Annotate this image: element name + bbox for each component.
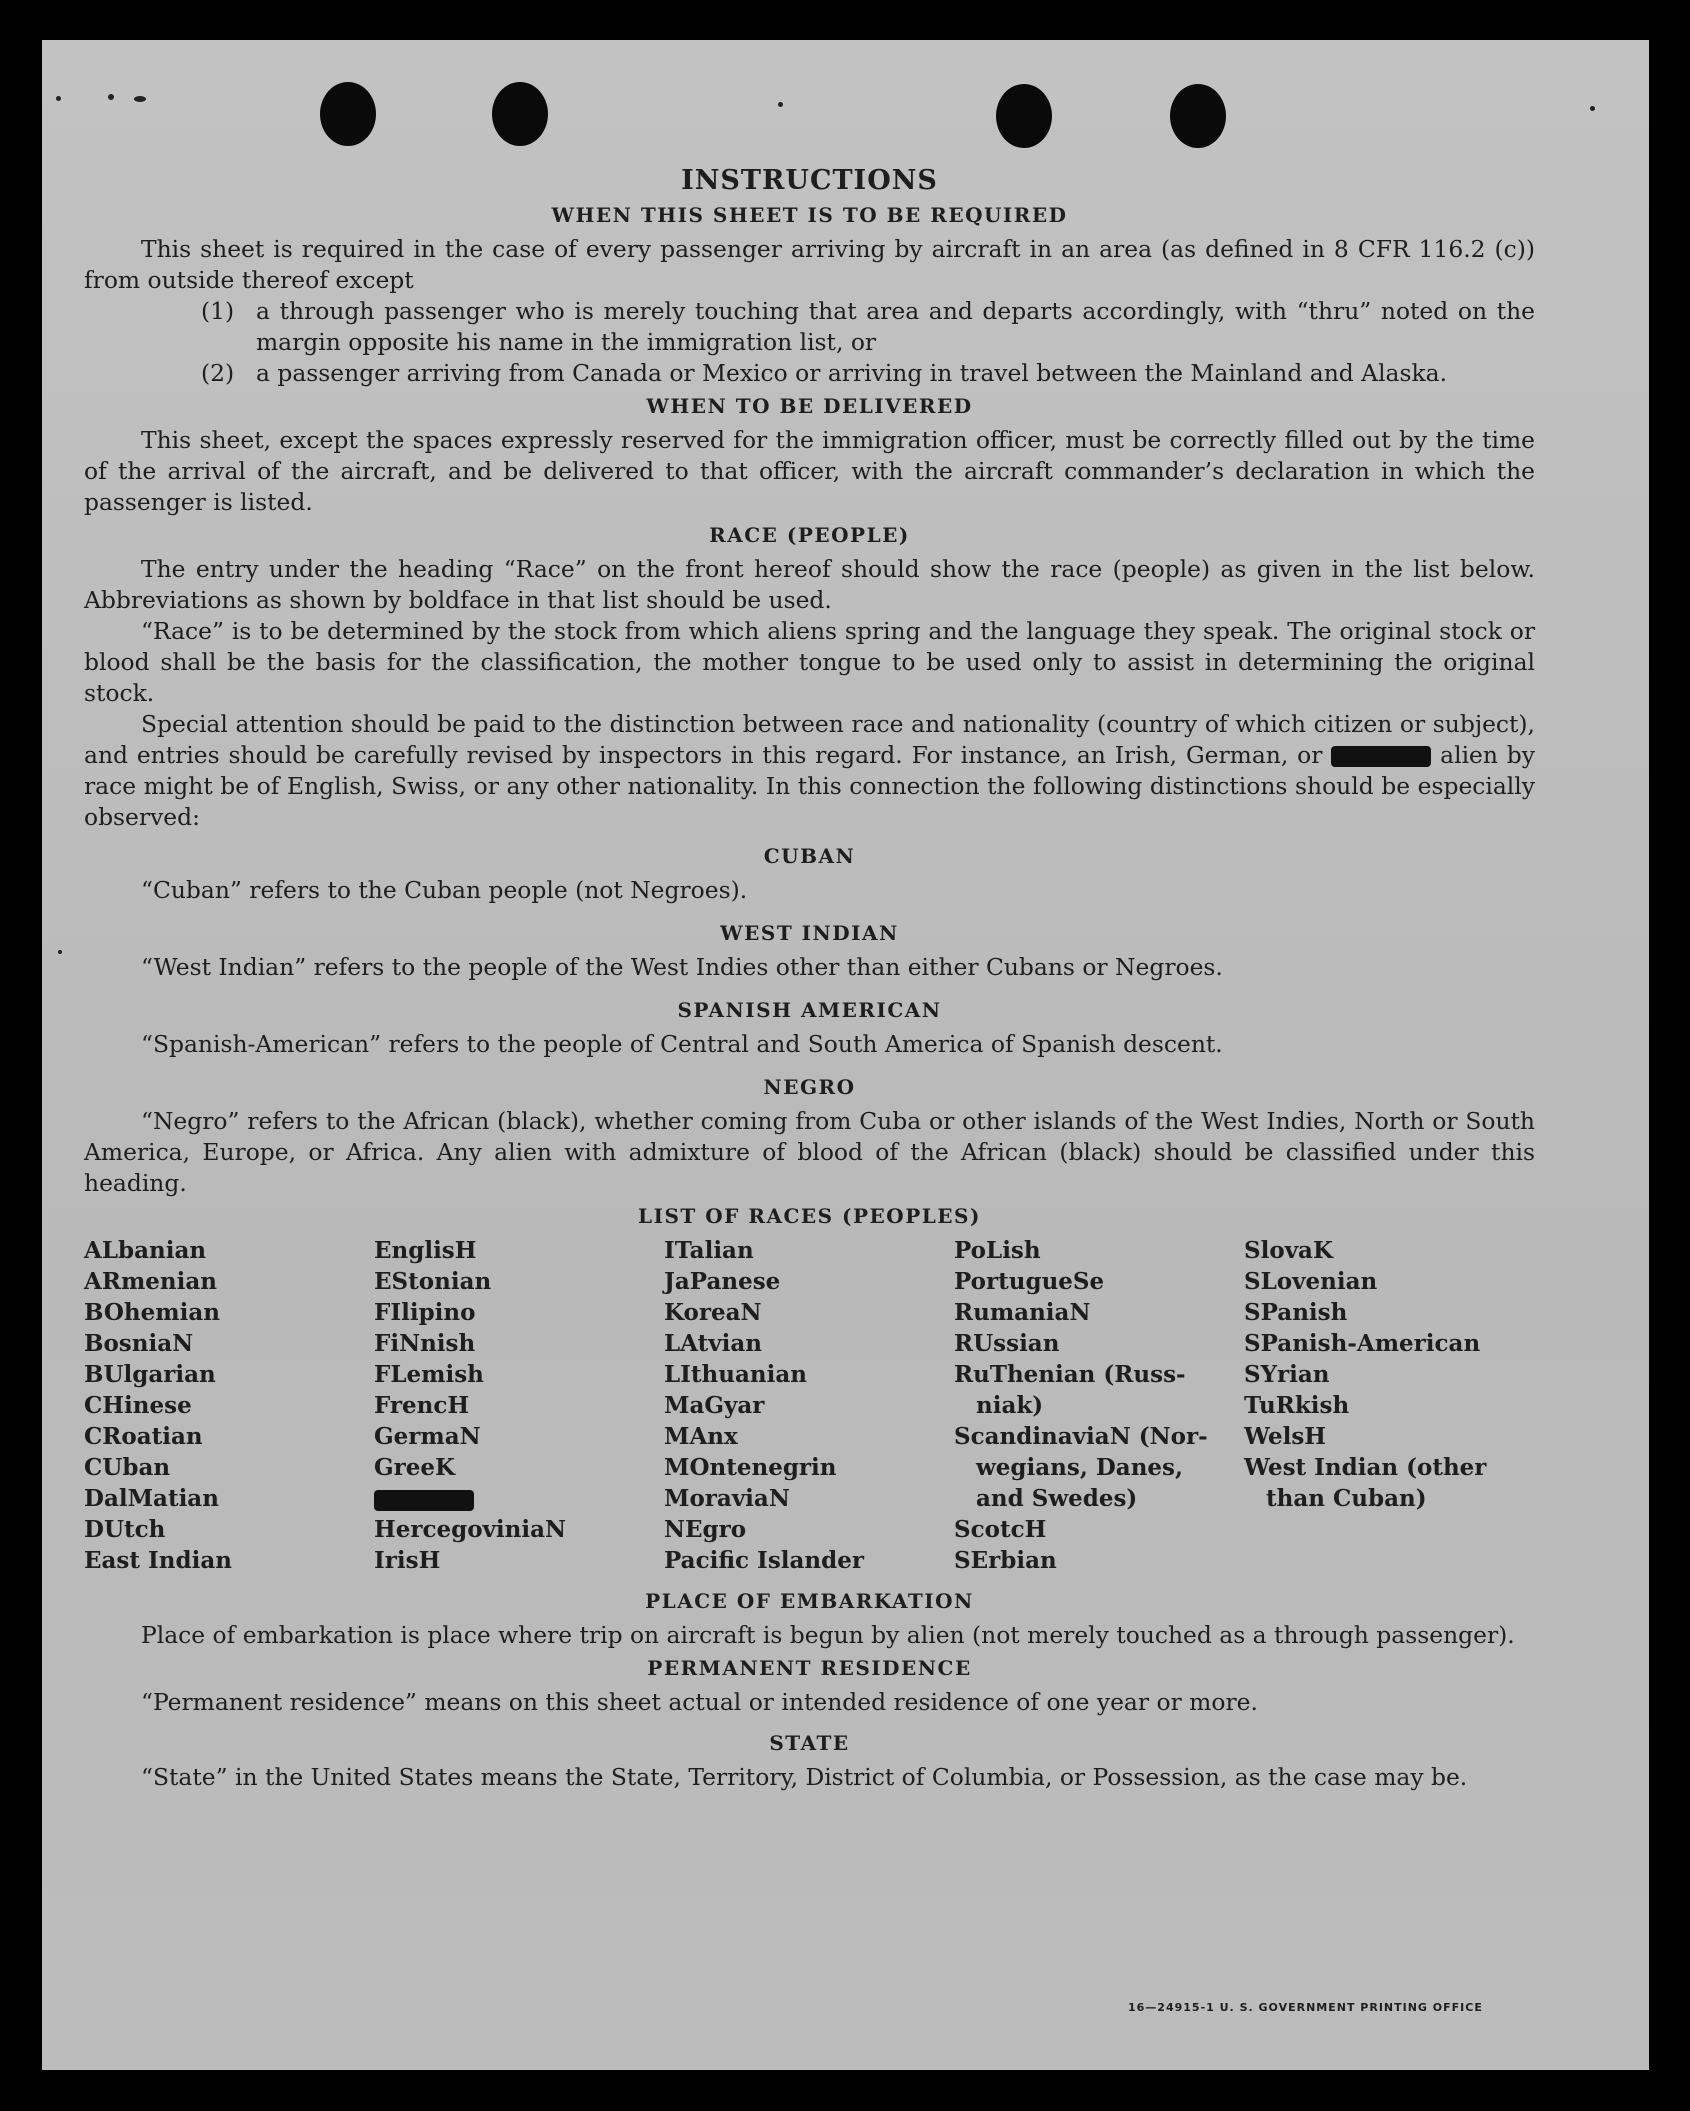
item-number: (2)	[201, 359, 235, 387]
race-entry: RuThenian (Russ-	[954, 1361, 1186, 1388]
race-entry: NEgro	[664, 1516, 747, 1543]
race-entry: DUtch	[84, 1516, 166, 1543]
race-entry: JaPanese	[664, 1268, 781, 1295]
race-entry: PortugueSe	[954, 1268, 1105, 1295]
paragraph	[84, 709, 1535, 833]
races-column	[954, 1235, 1244, 1576]
race-entry: FrencH	[374, 1392, 470, 1419]
race-entry: ScotcH	[954, 1516, 1047, 1543]
section-heading: CUBAN	[763, 844, 856, 868]
speck	[134, 96, 146, 102]
paragraph: “Spanish-American” refers to the people of Central and South America of Spanish descent.	[141, 1030, 1223, 1058]
speck	[778, 102, 783, 107]
race-entry: FLemish	[374, 1361, 484, 1388]
speck	[58, 950, 62, 954]
race-entry: West Indian (other	[1244, 1454, 1487, 1481]
speck	[56, 96, 61, 101]
race-entry: ScandinaviaN (Nor-	[954, 1423, 1208, 1450]
race-entry: wegians, Danes,	[976, 1454, 1183, 1481]
section-heading: NEGRO	[763, 1075, 856, 1099]
race-entry: GermaN	[374, 1423, 481, 1450]
race-entry: than Cuban)	[1266, 1485, 1427, 1512]
race-entry: SlovaK	[1244, 1237, 1333, 1264]
speck	[108, 94, 114, 100]
punch-hole	[996, 84, 1052, 148]
races-column	[1244, 1235, 1504, 1576]
race-entry: ARmenian	[84, 1268, 218, 1295]
document-sheet	[42, 40, 1649, 2070]
speck	[1590, 106, 1595, 111]
redaction-mark	[374, 1490, 474, 1511]
page-title: INSTRUCTIONS	[681, 165, 938, 196]
race-entry: CUban	[84, 1454, 171, 1481]
race-entry: RumaniaN	[954, 1299, 1091, 1326]
races-column	[664, 1235, 954, 1576]
race-entry: BosniaN	[84, 1330, 194, 1357]
race-entry: SPanish-American	[1244, 1330, 1481, 1357]
race-entry	[374, 1483, 664, 1514]
race-entry: LAtvian	[664, 1330, 762, 1357]
list-item	[201, 296, 1535, 358]
paragraph: “West Indian” refers to the people of the West Indies other than either Cubans or Negroes.	[141, 953, 1223, 981]
race-entry: TuRkish	[1244, 1392, 1350, 1419]
race-entry: SLovenian	[1244, 1268, 1378, 1295]
race-entry: DalMatian	[84, 1485, 219, 1512]
list-item	[201, 358, 1535, 389]
item-text: a through passenger who is merely touching that area and departs accordingly, with “thru” noted on the margin opposite his name in the immigration list, or	[256, 297, 1535, 356]
paragraph: This sheet, except the spaces expressly reserved for the immigration officer, must be correctly filled out by the time of the arrival of the aircraft, and be delivered to that officer, with the aircraft commander’s declaration in which the passenger is listed.	[84, 426, 1535, 516]
paragraph: The entry under the heading “Race” on the front hereof should show the race (people) as given in the list below. Abbreviations as shown by boldface in that list should be used.	[84, 555, 1535, 614]
races-column	[84, 1235, 374, 1576]
paragraph: “Permanent residence” means on this sheet actual or intended residence of one year or more.	[141, 1688, 1258, 1716]
redaction-mark	[1331, 746, 1431, 767]
race-entry: SPanish	[1244, 1299, 1348, 1326]
race-entry: MOntenegrin	[664, 1454, 837, 1481]
section-heading: STATE	[769, 1731, 850, 1755]
paragraph: “Cuban” refers to the Cuban people (not Negroes).	[141, 876, 748, 904]
race-entry: niak)	[976, 1392, 1044, 1419]
item-text: a passenger arriving from Canada or Mexico or arriving in travel between the Mainland and Alaska.	[256, 359, 1448, 387]
race-entry: KoreaN	[664, 1299, 762, 1326]
race-entry: and Swedes)	[976, 1485, 1138, 1512]
race-entry: CRoatian	[84, 1423, 203, 1450]
race-entry: MAnx	[664, 1423, 738, 1450]
race-entry: ITalian	[664, 1237, 754, 1264]
paragraph: This sheet is required in the case of every passenger arriving by aircraft in an area (as defined in 8 CFR 116.2 (c)) from outside thereof except	[84, 235, 1535, 294]
punch-hole	[1170, 84, 1226, 148]
race-entry: ALbanian	[84, 1237, 207, 1264]
punch-hole	[492, 82, 548, 146]
race-entry: IrisH	[374, 1547, 441, 1574]
race-entry: East Indian	[84, 1547, 232, 1574]
race-entry: SErbian	[954, 1547, 1057, 1574]
race-entry: FIlipino	[374, 1299, 476, 1326]
race-entry: HercegoviniaN	[374, 1516, 567, 1543]
race-entry: GreeK	[374, 1454, 456, 1481]
paragraph: Place of embarkation is place where trip on aircraft is begun by alien (not merely touched as a through passenger).	[141, 1621, 1515, 1649]
paragraph: “Race” is to be determined by the stock from which aliens spring and the language they speak. The original stock or blood shall be the basis for the classification, the mother tongue to be used only to assist in determining the original stock.	[84, 617, 1535, 707]
section-heading: RACE (PEOPLE)	[709, 523, 910, 547]
race-entry: EnglisH	[374, 1237, 477, 1264]
race-entry: EStonian	[374, 1268, 492, 1295]
paragraph: “Negro” refers to the African (black), whether coming from Cuba or other islands of the West Indies, North or South America, Europe, or Africa. Any alien with admixture of blood of the African (black) should be classified under this heading.	[84, 1107, 1535, 1197]
race-entry: MaGyar	[664, 1392, 765, 1419]
section-heading: LIST OF RACES (PEOPLES)	[638, 1204, 981, 1228]
race-entry: Pacific Islander	[664, 1547, 864, 1574]
paragraph: “State” in the United States means the State, Territory, District of Columbia, or Possession, as the case may be.	[141, 1763, 1468, 1791]
text-run: Special attention should be paid to the distinction between race and nationality (country of which citizen or subject), and entries should be carefully revised by inspectors in this regard. For instance, an Irish, German, or	[84, 710, 1535, 769]
section-heading: WHEN THIS SHEET IS TO BE REQUIRED	[551, 203, 1068, 227]
section-heading: WHEN TO BE DELIVERED	[646, 394, 973, 418]
printer-imprint: 16—24915-1 U. S. GOVERNMENT PRINTING OFFICE	[1128, 2001, 1483, 2014]
section-heading: PERMANENT RESIDENCE	[647, 1656, 972, 1680]
section-heading: PLACE OF EMBARKATION	[645, 1589, 974, 1613]
race-entry: BUlgarian	[84, 1361, 216, 1388]
section-heading: SPANISH AMERICAN	[677, 998, 942, 1022]
instructions-content	[84, 164, 1535, 1793]
item-number: (1)	[201, 297, 235, 325]
race-entry: BOhemian	[84, 1299, 220, 1326]
punch-hole	[320, 82, 376, 146]
race-entry: FiNnish	[374, 1330, 476, 1357]
race-entry: LIthuanian	[664, 1361, 807, 1388]
race-entry: RUssian	[954, 1330, 1060, 1357]
race-entry: MoraviaN	[664, 1485, 790, 1512]
race-entry: CHinese	[84, 1392, 192, 1419]
races-column	[374, 1235, 664, 1576]
race-entry: PoLish	[954, 1237, 1041, 1264]
race-entry: WelsH	[1244, 1423, 1327, 1450]
race-entry: SYrian	[1244, 1361, 1330, 1388]
section-heading: WEST INDIAN	[720, 921, 899, 945]
races-list	[84, 1235, 1535, 1576]
text-run: alien by race might be of English, Swiss, or any other nationality. In this connection the following distinctions should be especially observed:	[84, 741, 1535, 831]
